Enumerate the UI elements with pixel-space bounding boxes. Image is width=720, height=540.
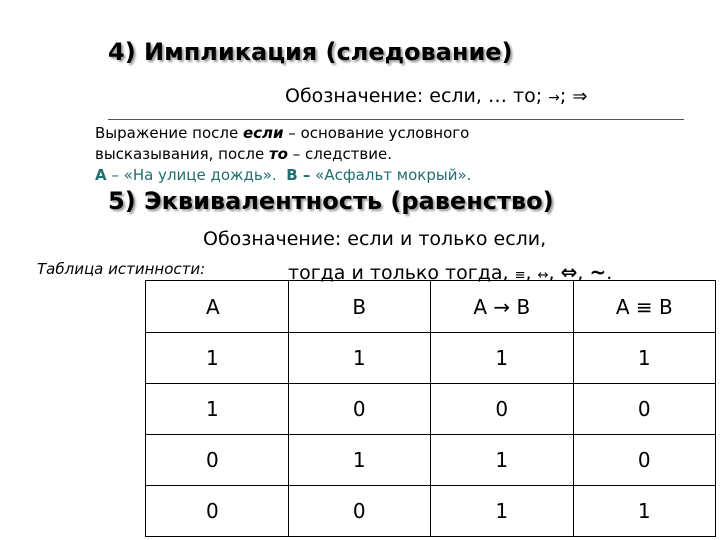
table-cell: 0 bbox=[431, 384, 574, 435]
implication-desc-line1 bbox=[95, 123, 469, 144]
implication-notation-text: Обозначение: если, … то; bbox=[285, 85, 543, 107]
example-a-label: А bbox=[95, 166, 107, 184]
table-cell: 1 bbox=[573, 486, 716, 537]
table-cell: 0 bbox=[146, 435, 289, 486]
desc-keyword-if: если bbox=[242, 124, 284, 142]
table-cell: 1 bbox=[431, 486, 574, 537]
equivalence-notation-line1: Обозначение: если и только если, bbox=[203, 228, 547, 250]
truth-table-caption: Таблица истинности: bbox=[37, 260, 206, 278]
table-cell: 1 bbox=[288, 435, 431, 486]
desc-text: – основание условного bbox=[283, 124, 470, 142]
desc-text: высказывания, после bbox=[95, 145, 269, 163]
separator: , bbox=[525, 262, 532, 284]
table-row bbox=[146, 486, 716, 537]
table-cell: 0 bbox=[288, 486, 431, 537]
example-a-text: – «На улице дождь». bbox=[106, 166, 287, 184]
equiv-symbol: ≡ bbox=[514, 268, 526, 283]
table-cell: 1 bbox=[146, 333, 289, 384]
double-left-right-arrow-symbol: ⇔ bbox=[560, 260, 578, 284]
divider-line bbox=[108, 119, 684, 120]
double-arrow-symbol: ⇒ bbox=[572, 86, 588, 107]
notation-text: тогда и только тогда, bbox=[288, 262, 509, 284]
header-implication: A → B bbox=[431, 281, 574, 333]
header-equivalence: A ≡ B bbox=[573, 281, 716, 333]
separator: , bbox=[548, 262, 555, 284]
desc-text: Выражение после bbox=[95, 124, 243, 142]
end-period: . bbox=[606, 262, 613, 284]
implication-notation bbox=[285, 85, 587, 107]
table-row bbox=[146, 384, 716, 435]
left-right-arrow-symbol: ↔ bbox=[537, 268, 549, 283]
table-cell: 0 bbox=[573, 384, 716, 435]
example-b-text: «Асфальт мокрый». bbox=[310, 166, 472, 184]
table-cell: 0 bbox=[288, 384, 431, 435]
example-b-label: В – bbox=[286, 166, 311, 184]
right-arrow-symbol: → bbox=[548, 90, 560, 106]
notation-separator: ; bbox=[559, 85, 567, 107]
separator: , bbox=[577, 262, 584, 284]
table-cell: 1 bbox=[288, 333, 431, 384]
desc-keyword-then: то bbox=[268, 145, 288, 163]
implication-desc-line2 bbox=[95, 144, 392, 165]
tilde-symbol: ~ bbox=[589, 260, 607, 284]
header-b: B bbox=[288, 281, 431, 333]
table-row bbox=[146, 435, 716, 486]
table-cell: 1 bbox=[431, 435, 574, 486]
truth-table bbox=[145, 280, 716, 537]
table-row bbox=[146, 333, 716, 384]
table-cell: 1 bbox=[573, 333, 716, 384]
table-header-row bbox=[146, 281, 716, 333]
table-cell: 0 bbox=[146, 486, 289, 537]
header-a: A bbox=[146, 281, 289, 333]
table-cell: 0 bbox=[573, 435, 716, 486]
table-cell: 1 bbox=[146, 384, 289, 435]
implication-example bbox=[95, 165, 471, 186]
desc-text: – следствие. bbox=[287, 145, 393, 163]
equivalence-title: 5) Эквивалентность (равенство) bbox=[108, 187, 554, 215]
table-cell: 1 bbox=[431, 333, 574, 384]
implication-title: 4) Импликация (следование) bbox=[108, 38, 513, 66]
